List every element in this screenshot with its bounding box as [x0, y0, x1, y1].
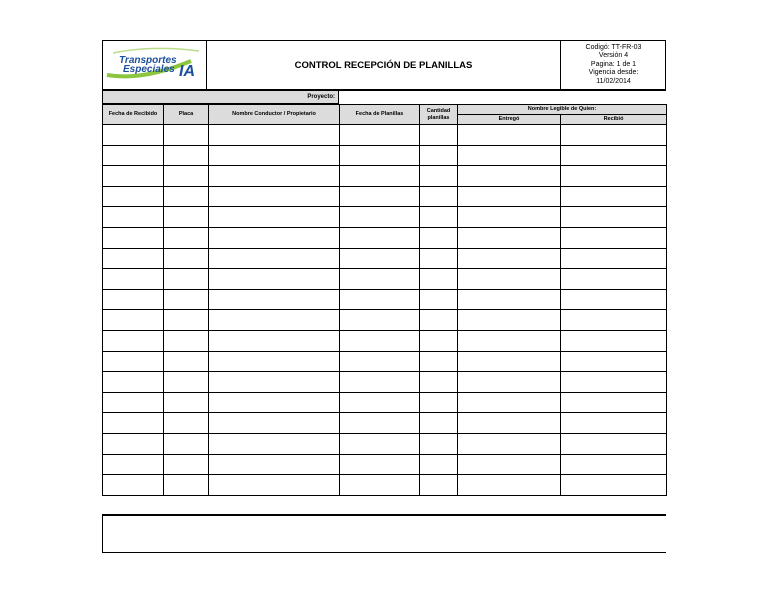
form-header	[102, 40, 666, 90]
table-cell[interactable]	[561, 330, 667, 351]
table-cell[interactable]	[164, 413, 209, 434]
col-entrego: Entregó	[458, 115, 561, 125]
table-row	[103, 269, 667, 290]
table-row	[103, 413, 667, 434]
table-row	[103, 166, 667, 187]
table-cell[interactable]	[340, 433, 420, 454]
table-cell[interactable]	[164, 248, 209, 269]
table-cell[interactable]	[209, 330, 340, 351]
table-cell[interactable]	[458, 372, 561, 393]
table-row	[103, 186, 667, 207]
table-cell[interactable]	[458, 475, 561, 496]
table-cell[interactable]	[340, 372, 420, 393]
table-cell[interactable]	[209, 392, 340, 413]
table-cell[interactable]	[164, 186, 209, 207]
project-label: Proyecto:	[102, 90, 339, 104]
table-cell[interactable]	[458, 166, 561, 187]
table-cell[interactable]	[420, 310, 458, 331]
table-cell[interactable]	[340, 207, 420, 228]
table-row	[103, 392, 667, 413]
validity-date: 11/02/2014	[596, 77, 631, 85]
col-fecha-planillas: Fecha de Planillas	[340, 105, 420, 125]
table-cell[interactable]	[103, 392, 164, 413]
form-title: CONTROL RECEPCIÓN DE PLANILLAS	[294, 59, 473, 71]
table-row	[103, 125, 667, 146]
table-cell[interactable]	[420, 186, 458, 207]
table-cell[interactable]	[164, 289, 209, 310]
table-cell[interactable]	[561, 351, 667, 372]
table-cell[interactable]	[164, 145, 209, 166]
table-cell[interactable]	[103, 330, 164, 351]
table-cell[interactable]	[420, 248, 458, 269]
table-row	[103, 145, 667, 166]
table-row	[103, 330, 667, 351]
table-cell[interactable]	[164, 125, 209, 146]
table-cell[interactable]	[340, 289, 420, 310]
document-metadata	[560, 41, 666, 89]
table-cell[interactable]	[458, 330, 561, 351]
table-cell[interactable]	[340, 125, 420, 146]
table-cell[interactable]	[458, 207, 561, 228]
table-cell[interactable]	[340, 248, 420, 269]
table-body	[103, 125, 667, 496]
table-cell[interactable]	[209, 289, 340, 310]
table-cell[interactable]	[420, 269, 458, 290]
table-cell[interactable]	[420, 207, 458, 228]
table-cell[interactable]	[164, 351, 209, 372]
table-cell[interactable]	[561, 269, 667, 290]
table-cell[interactable]	[103, 166, 164, 187]
table-cell[interactable]	[420, 166, 458, 187]
table-cell[interactable]	[164, 330, 209, 351]
logo-text-line1: Transportes	[119, 55, 177, 66]
table-cell[interactable]	[164, 227, 209, 248]
table-cell[interactable]	[458, 289, 561, 310]
table-cell[interactable]	[164, 454, 209, 475]
table-cell[interactable]	[164, 310, 209, 331]
code-text: Codigó: TT-FR-03	[585, 44, 642, 51]
table-cell[interactable]	[561, 310, 667, 331]
table-cell[interactable]	[420, 330, 458, 351]
table-cell[interactable]	[103, 351, 164, 372]
table-cell[interactable]	[458, 413, 561, 434]
table-cell[interactable]	[164, 372, 209, 393]
table-cell[interactable]	[458, 248, 561, 269]
table-row	[103, 248, 667, 269]
table-cell[interactable]	[561, 289, 667, 310]
table-row	[103, 289, 667, 310]
table-cell[interactable]	[458, 433, 561, 454]
table-cell[interactable]	[103, 413, 164, 434]
table-cell[interactable]	[103, 475, 164, 496]
table-cell[interactable]	[209, 166, 340, 187]
form-sheet	[102, 40, 666, 553]
table-cell[interactable]	[420, 145, 458, 166]
table-cell[interactable]	[420, 227, 458, 248]
table-cell[interactable]	[103, 248, 164, 269]
table-cell[interactable]	[420, 433, 458, 454]
table-cell[interactable]	[340, 351, 420, 372]
table-row	[103, 454, 667, 475]
table-cell[interactable]	[103, 207, 164, 228]
table-cell[interactable]	[458, 125, 561, 146]
table-cell[interactable]	[103, 289, 164, 310]
company-logo	[103, 41, 207, 89]
table-cell[interactable]	[209, 186, 340, 207]
logo-graphic	[103, 41, 205, 87]
table-cell[interactable]	[340, 330, 420, 351]
col-nombre-legible: Nombre Legible de Quien:	[458, 105, 667, 115]
table-cell[interactable]	[103, 125, 164, 146]
table-cell[interactable]	[103, 186, 164, 207]
table-row	[103, 433, 667, 454]
table-row	[103, 207, 667, 228]
validity-label: Vigencia desde:	[588, 69, 639, 77]
table-cell[interactable]	[103, 433, 164, 454]
table-row	[103, 372, 667, 393]
table-cell[interactable]	[458, 145, 561, 166]
table-cell[interactable]	[420, 392, 458, 413]
table-cell[interactable]	[458, 186, 561, 207]
table-cell[interactable]	[340, 454, 420, 475]
project-field[interactable]	[339, 90, 666, 104]
table-cell[interactable]	[420, 372, 458, 393]
table-cell[interactable]	[340, 145, 420, 166]
logo-text-line2: Especiales	[123, 64, 175, 75]
table-cell[interactable]	[340, 186, 420, 207]
table-cell[interactable]	[561, 166, 667, 187]
table-cell[interactable]	[103, 145, 164, 166]
table-cell[interactable]	[209, 413, 340, 434]
table-cell[interactable]	[561, 372, 667, 393]
table-cell[interactable]	[340, 413, 420, 434]
table-cell[interactable]	[103, 310, 164, 331]
version-text: Versión 4	[598, 52, 629, 60]
table-cell[interactable]	[103, 372, 164, 393]
table-cell[interactable]	[561, 207, 667, 228]
table-cell[interactable]	[458, 392, 561, 413]
table-cell[interactable]	[561, 454, 667, 475]
table-cell[interactable]	[164, 392, 209, 413]
table-row	[103, 475, 667, 496]
table-row	[103, 310, 667, 331]
col-cantidad: Cantidad planillas	[420, 105, 458, 125]
table-cell[interactable]	[164, 166, 209, 187]
table-cell[interactable]	[561, 475, 667, 496]
table-cell[interactable]	[458, 454, 561, 475]
table-cell[interactable]	[209, 207, 340, 228]
table-cell[interactable]	[164, 433, 209, 454]
table-cell[interactable]	[561, 433, 667, 454]
table-cell[interactable]	[420, 351, 458, 372]
table-cell[interactable]	[209, 351, 340, 372]
table-cell[interactable]	[561, 227, 667, 248]
table-cell[interactable]	[103, 454, 164, 475]
table-cell[interactable]	[420, 475, 458, 496]
page-text: Pagina: 1 de 1	[590, 60, 637, 68]
table-cell[interactable]	[209, 145, 340, 166]
table-cell[interactable]	[420, 125, 458, 146]
table-cell[interactable]	[103, 269, 164, 290]
table-cell[interactable]	[164, 207, 209, 228]
table-cell[interactable]	[420, 413, 458, 434]
table-row	[103, 351, 667, 372]
table-cell[interactable]	[561, 392, 667, 413]
table-cell[interactable]	[458, 269, 561, 290]
logo-mark: IA	[179, 63, 195, 80]
table-cell[interactable]	[561, 145, 667, 166]
table-row	[103, 227, 667, 248]
table-cell[interactable]	[103, 227, 164, 248]
table-cell[interactable]	[209, 125, 340, 146]
table-cell[interactable]	[561, 125, 667, 146]
table-cell[interactable]	[420, 454, 458, 475]
reception-table	[102, 104, 667, 496]
col-fecha-recibido: Fecha de Recibido	[103, 105, 164, 125]
table-cell[interactable]	[209, 227, 340, 248]
project-row	[102, 90, 666, 104]
table-cell[interactable]	[340, 392, 420, 413]
table-cell[interactable]	[458, 310, 561, 331]
table-cell[interactable]	[340, 475, 420, 496]
col-conductor: Nombre Conductor / Propietario	[209, 105, 340, 125]
table-cell[interactable]	[164, 269, 209, 290]
table-cell[interactable]	[561, 413, 667, 434]
table-cell[interactable]	[209, 454, 340, 475]
table-cell[interactable]	[209, 372, 340, 393]
table-cell[interactable]	[561, 186, 667, 207]
table-cell[interactable]	[340, 310, 420, 331]
table-cell[interactable]	[561, 248, 667, 269]
col-placa: Placa	[164, 105, 209, 125]
table-cell[interactable]	[458, 227, 561, 248]
table-cell[interactable]	[209, 433, 340, 454]
table-cell[interactable]	[209, 475, 340, 496]
table-cell[interactable]	[209, 248, 340, 269]
table-cell[interactable]	[420, 289, 458, 310]
table-cell[interactable]	[340, 227, 420, 248]
table-cell[interactable]	[458, 351, 561, 372]
table-cell[interactable]	[209, 310, 340, 331]
table-cell[interactable]	[340, 166, 420, 187]
table-cell[interactable]	[164, 475, 209, 496]
col-recibio: Recibió	[561, 115, 667, 125]
table-cell[interactable]	[209, 269, 340, 290]
table-cell[interactable]	[340, 269, 420, 290]
observations-box[interactable]	[102, 514, 666, 553]
